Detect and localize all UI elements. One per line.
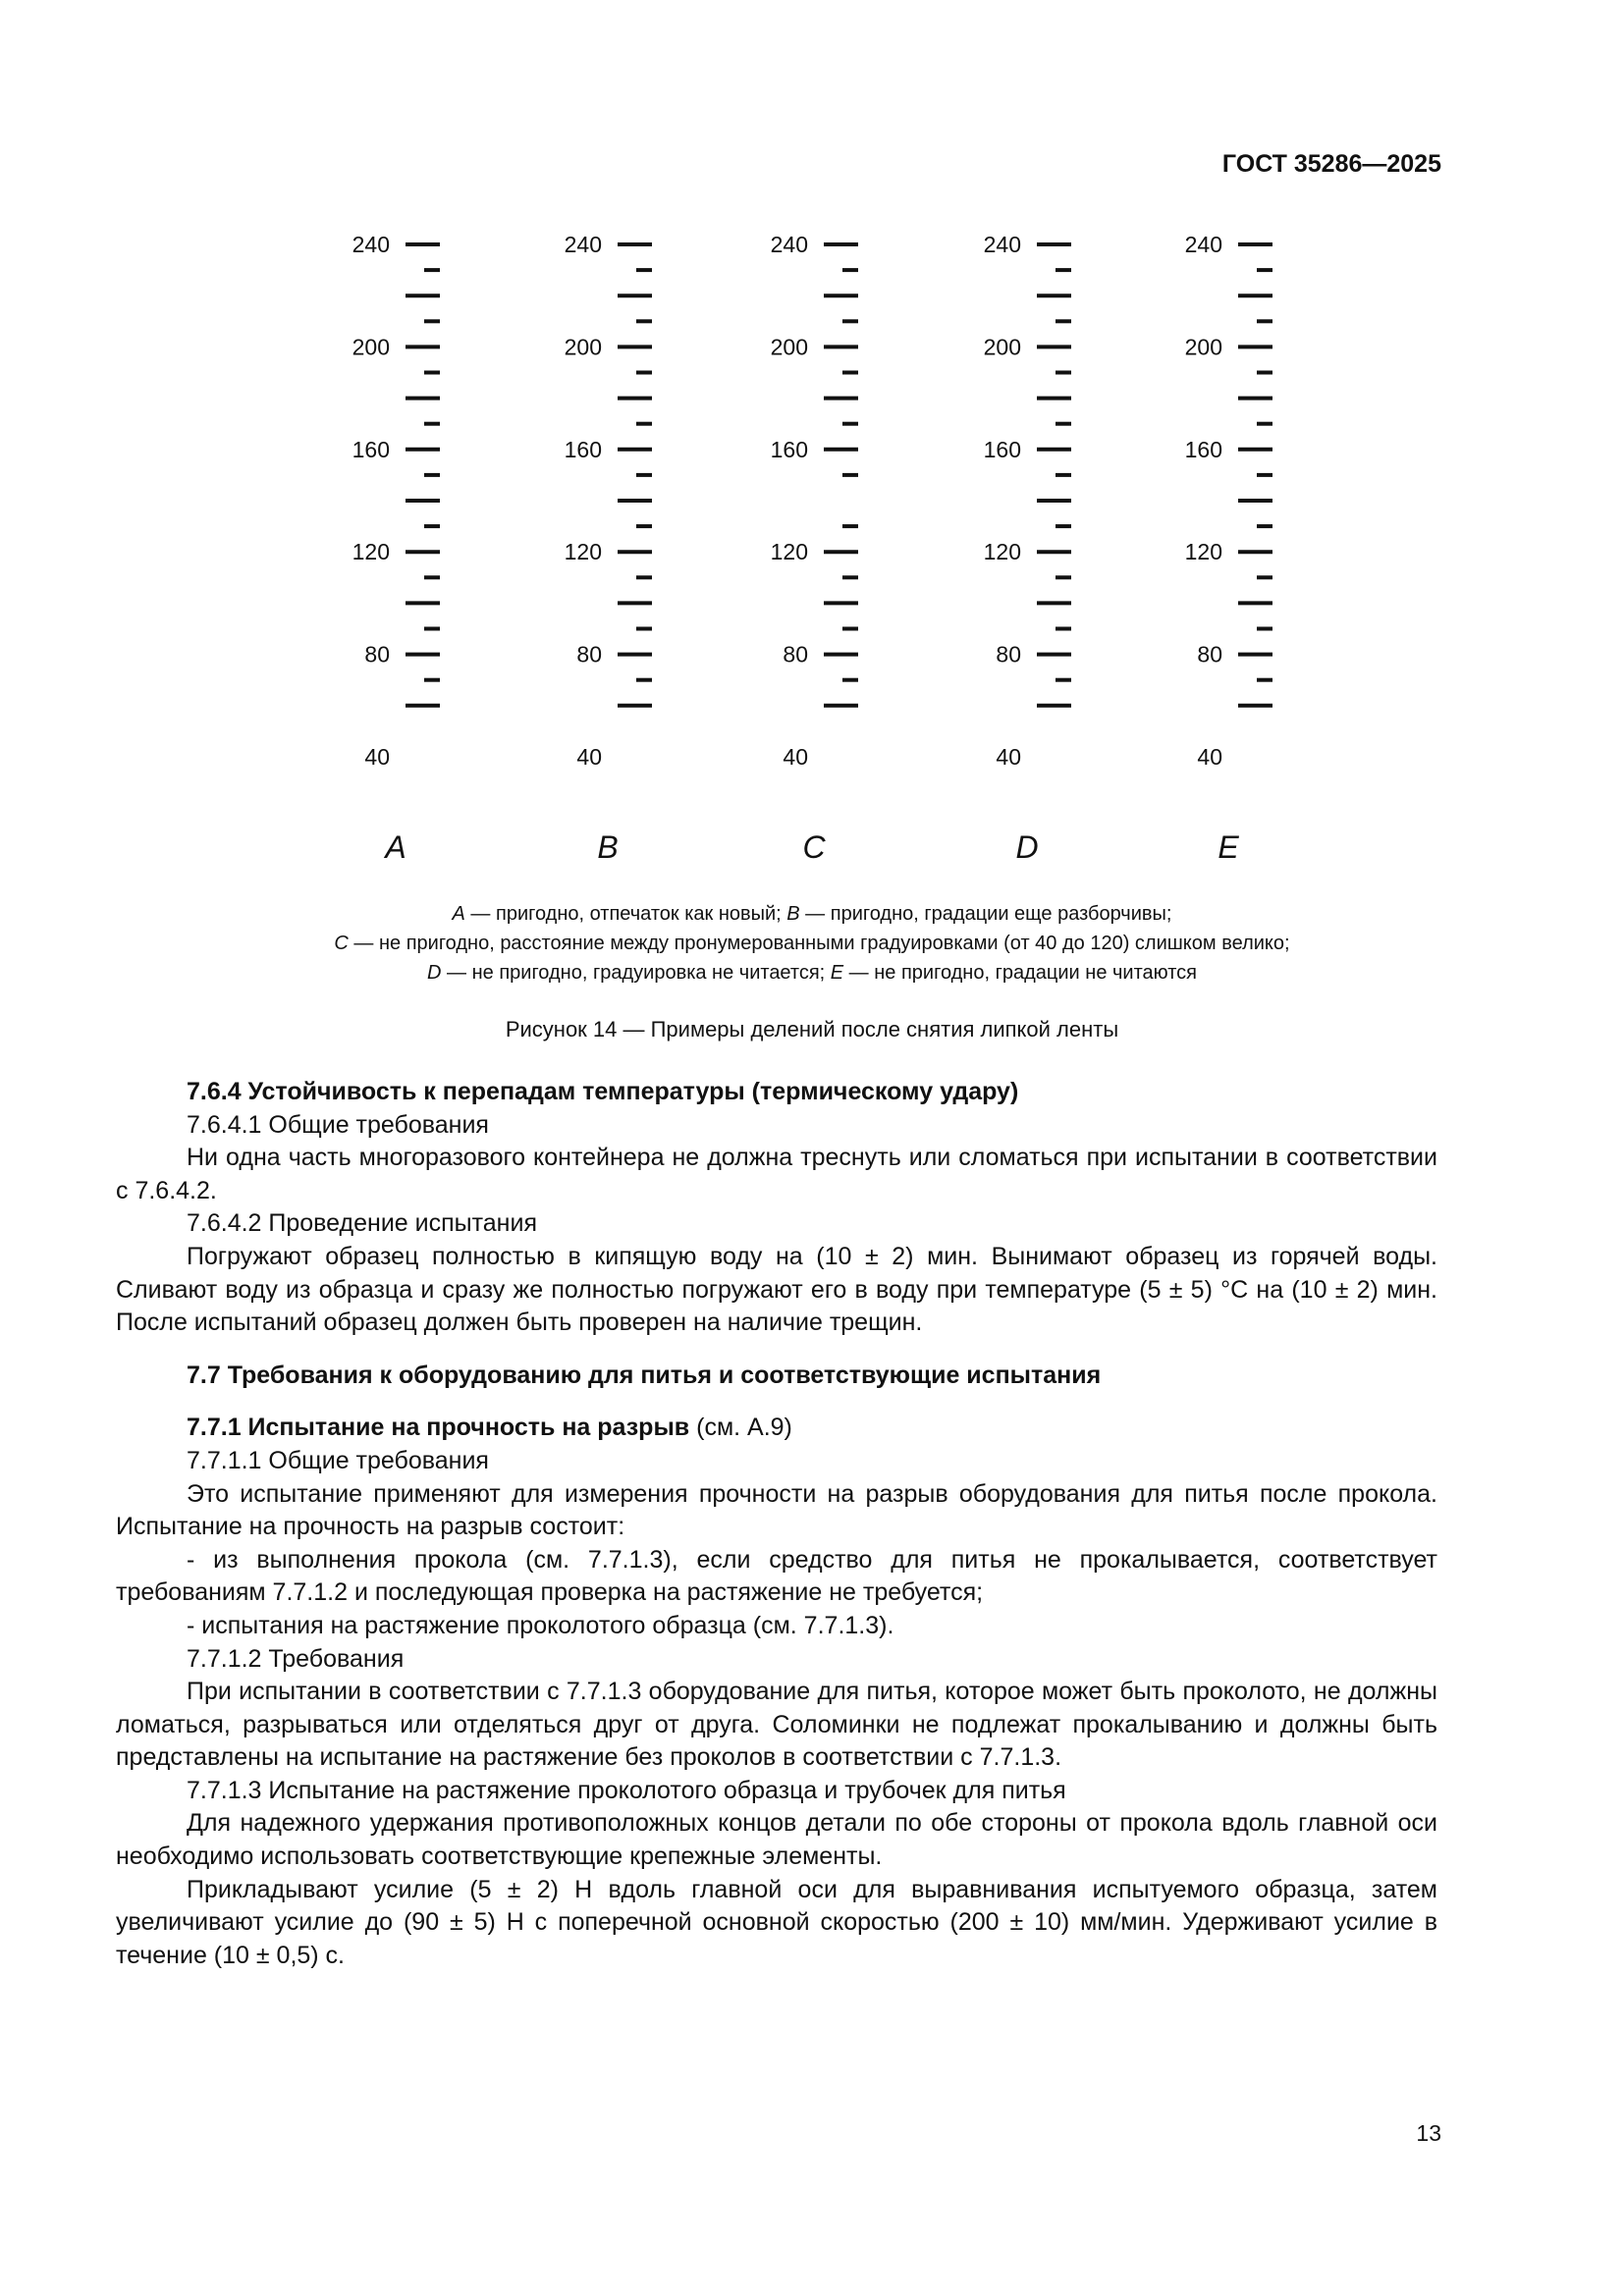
scale-b-tick-label: 120 [564, 539, 602, 565]
section-7-7-1-3-text-2: Прикладывают усилие (5 ± 2) Н вдоль главной оси для выравнивания испытуемого образца, затем увеличивают усилие до (90 ± 5) Н с поперечной основной скоростью (200 ± 10) мм/мин. Удерживают усилие в течение (10 ± 0,5) с. [116, 1875, 1437, 1969]
section-7-7-1-2-text: При испытании в соответствии с 7.7.1.3 оборудование для питья, которое может быть проколото, не должны ломаться, разрываться или отделяться друг от друга. Соломинки не подлежат прокалыванию и должны быть представлены на испытание на растяжение без проколов в соответствии с 7.7.1.3. [116, 1678, 1437, 1772]
scale-d-letter: D [1015, 829, 1039, 865]
scale-a-letter: A [385, 829, 406, 865]
scale-a-tick-label: 120 [352, 539, 390, 565]
scale-d-tick-label: 40 [996, 744, 1021, 770]
scale-b-tick-label: 240 [564, 232, 602, 257]
scale-c-tick-label: 80 [783, 641, 808, 667]
scale-a-tick-label: 200 [352, 334, 390, 360]
scale-b-tick-label: 40 [576, 744, 602, 770]
legend-line-2: C — не пригодно, расстояние между пронумерованными градуировками (от 40 до 120) слишком велико; [334, 933, 1290, 954]
scale-c-tick-label: 120 [770, 539, 808, 565]
scale-c-tick-label: 200 [770, 334, 808, 360]
scale-c-letter: C [802, 829, 826, 865]
scale-e-tick-label: 40 [1197, 744, 1222, 770]
scale-e-tick-label: 200 [1184, 334, 1222, 360]
section-7-7-1-1-text: Это испытание применяют для измерения прочности на разрыв оборудования для питья после прокола. Испытание на прочность на разрыв состоит: [116, 1479, 1437, 1541]
scale-e-tick-label: 120 [1184, 539, 1222, 565]
legend-line-1: A — пригодно, отпечаток как новый; B — пригодно, градации еще разборчивы; [452, 903, 1172, 925]
section-7-7-1-2-heading: 7.7.1.2 Требования [187, 1644, 405, 1673]
scale-a-tick-label: 80 [364, 641, 390, 667]
section-7-7-heading: 7.7 Требования к оборудованию для питья и соответствующие испытания [187, 1361, 1102, 1389]
scale-d-tick-label: 240 [983, 232, 1021, 257]
section-7-6-4-1-heading: 7.6.4.1 Общие требования [187, 1110, 489, 1139]
scale-d-tick-label: 200 [983, 334, 1021, 360]
scale-d-tick-label: 120 [983, 539, 1021, 565]
scale-a-tick-label: 160 [352, 436, 390, 462]
scale-b-tick-label: 80 [576, 641, 602, 667]
section-7-6-4-2-text: Погружают образец полностью в кипящую воду на (10 ± 2) мин. Вынимают образец из горячей воды. Сливают воду из образца и сразу же полностью погружают его в воду при температуре (5 ± 5) °С на (10 ± 2) мин. После испытаний образец должен быть проверен на наличие трещин. [116, 1242, 1437, 1337]
scale-e-tick-label: 80 [1197, 641, 1222, 667]
scale-c-tick-label: 240 [770, 232, 808, 257]
scale-a-tick-label: 240 [352, 232, 390, 257]
section-7-7-1-3-text-1: Для надежного удержания противоположных концов детали по обе стороны от прокола вдоль главной оси необходимо использовать соответствующие крепежные элементы. [116, 1809, 1437, 1871]
list-item: - испытания на растяжение проколотого образца (см. 7.7.1.3). [187, 1611, 894, 1639]
page-number: 13 [1416, 2120, 1441, 2146]
figure-legend [177, 899, 1447, 988]
scale-b-letter: B [597, 829, 619, 865]
legend-line-3: D — не пригодно, градуировка не читается; E — не пригодно, градации не читаются [427, 962, 1197, 984]
section-7-6-4-1-text: Ни одна часть многоразового контейнера не должна треснуть или сломаться при испытании в соответствии с 7.6.4.2. [116, 1144, 1437, 1204]
scale-a-tick-label: 40 [364, 744, 390, 770]
document-id: ГОСТ 35286—2025 [1221, 150, 1441, 178]
section-7-7-1-heading: 7.7.1 Испытание на прочность на разрыв (см. А.9) [187, 1414, 792, 1442]
list-item: - из выполнения прокола (см. 7.7.1.3), если средство для питья не прокалывается, соответствует требованиям 7.7.1.2 и последующая проверка на растяжение не требуется; [116, 1545, 1437, 1607]
section-7-6-4-2-heading: 7.6.4.2 Проведение испытания [187, 1209, 537, 1238]
scale-e-tick-label: 160 [1184, 436, 1222, 462]
scale-e-letter: E [1218, 829, 1239, 865]
section-7-7-1-1-heading: 7.7.1.1 Общие требования [187, 1446, 489, 1474]
section-7-7-1-3-heading: 7.7.1.3 Испытание на растяжение проколотого образца и трубочек для питья [187, 1776, 1066, 1804]
scale-c-tick-label: 160 [770, 436, 808, 462]
scale-b-tick-label: 160 [564, 436, 602, 462]
scale-e-tick-label: 240 [1184, 232, 1222, 257]
figure-14-scales [0, 0, 1624, 883]
document-body [116, 1076, 1437, 1972]
scale-b-tick-label: 200 [564, 334, 602, 360]
scale-d-tick-label: 160 [983, 436, 1021, 462]
section-7-6-4-heading: 7.6.4 Устойчивость к перепадам температуры (термическому удару) [187, 1078, 1019, 1105]
scale-d-tick-label: 80 [996, 641, 1021, 667]
figure-caption: Рисунок 14 — Примеры делений после снятия липкой ленты [505, 1017, 1119, 1041]
scale-c-tick-label: 40 [783, 744, 808, 770]
